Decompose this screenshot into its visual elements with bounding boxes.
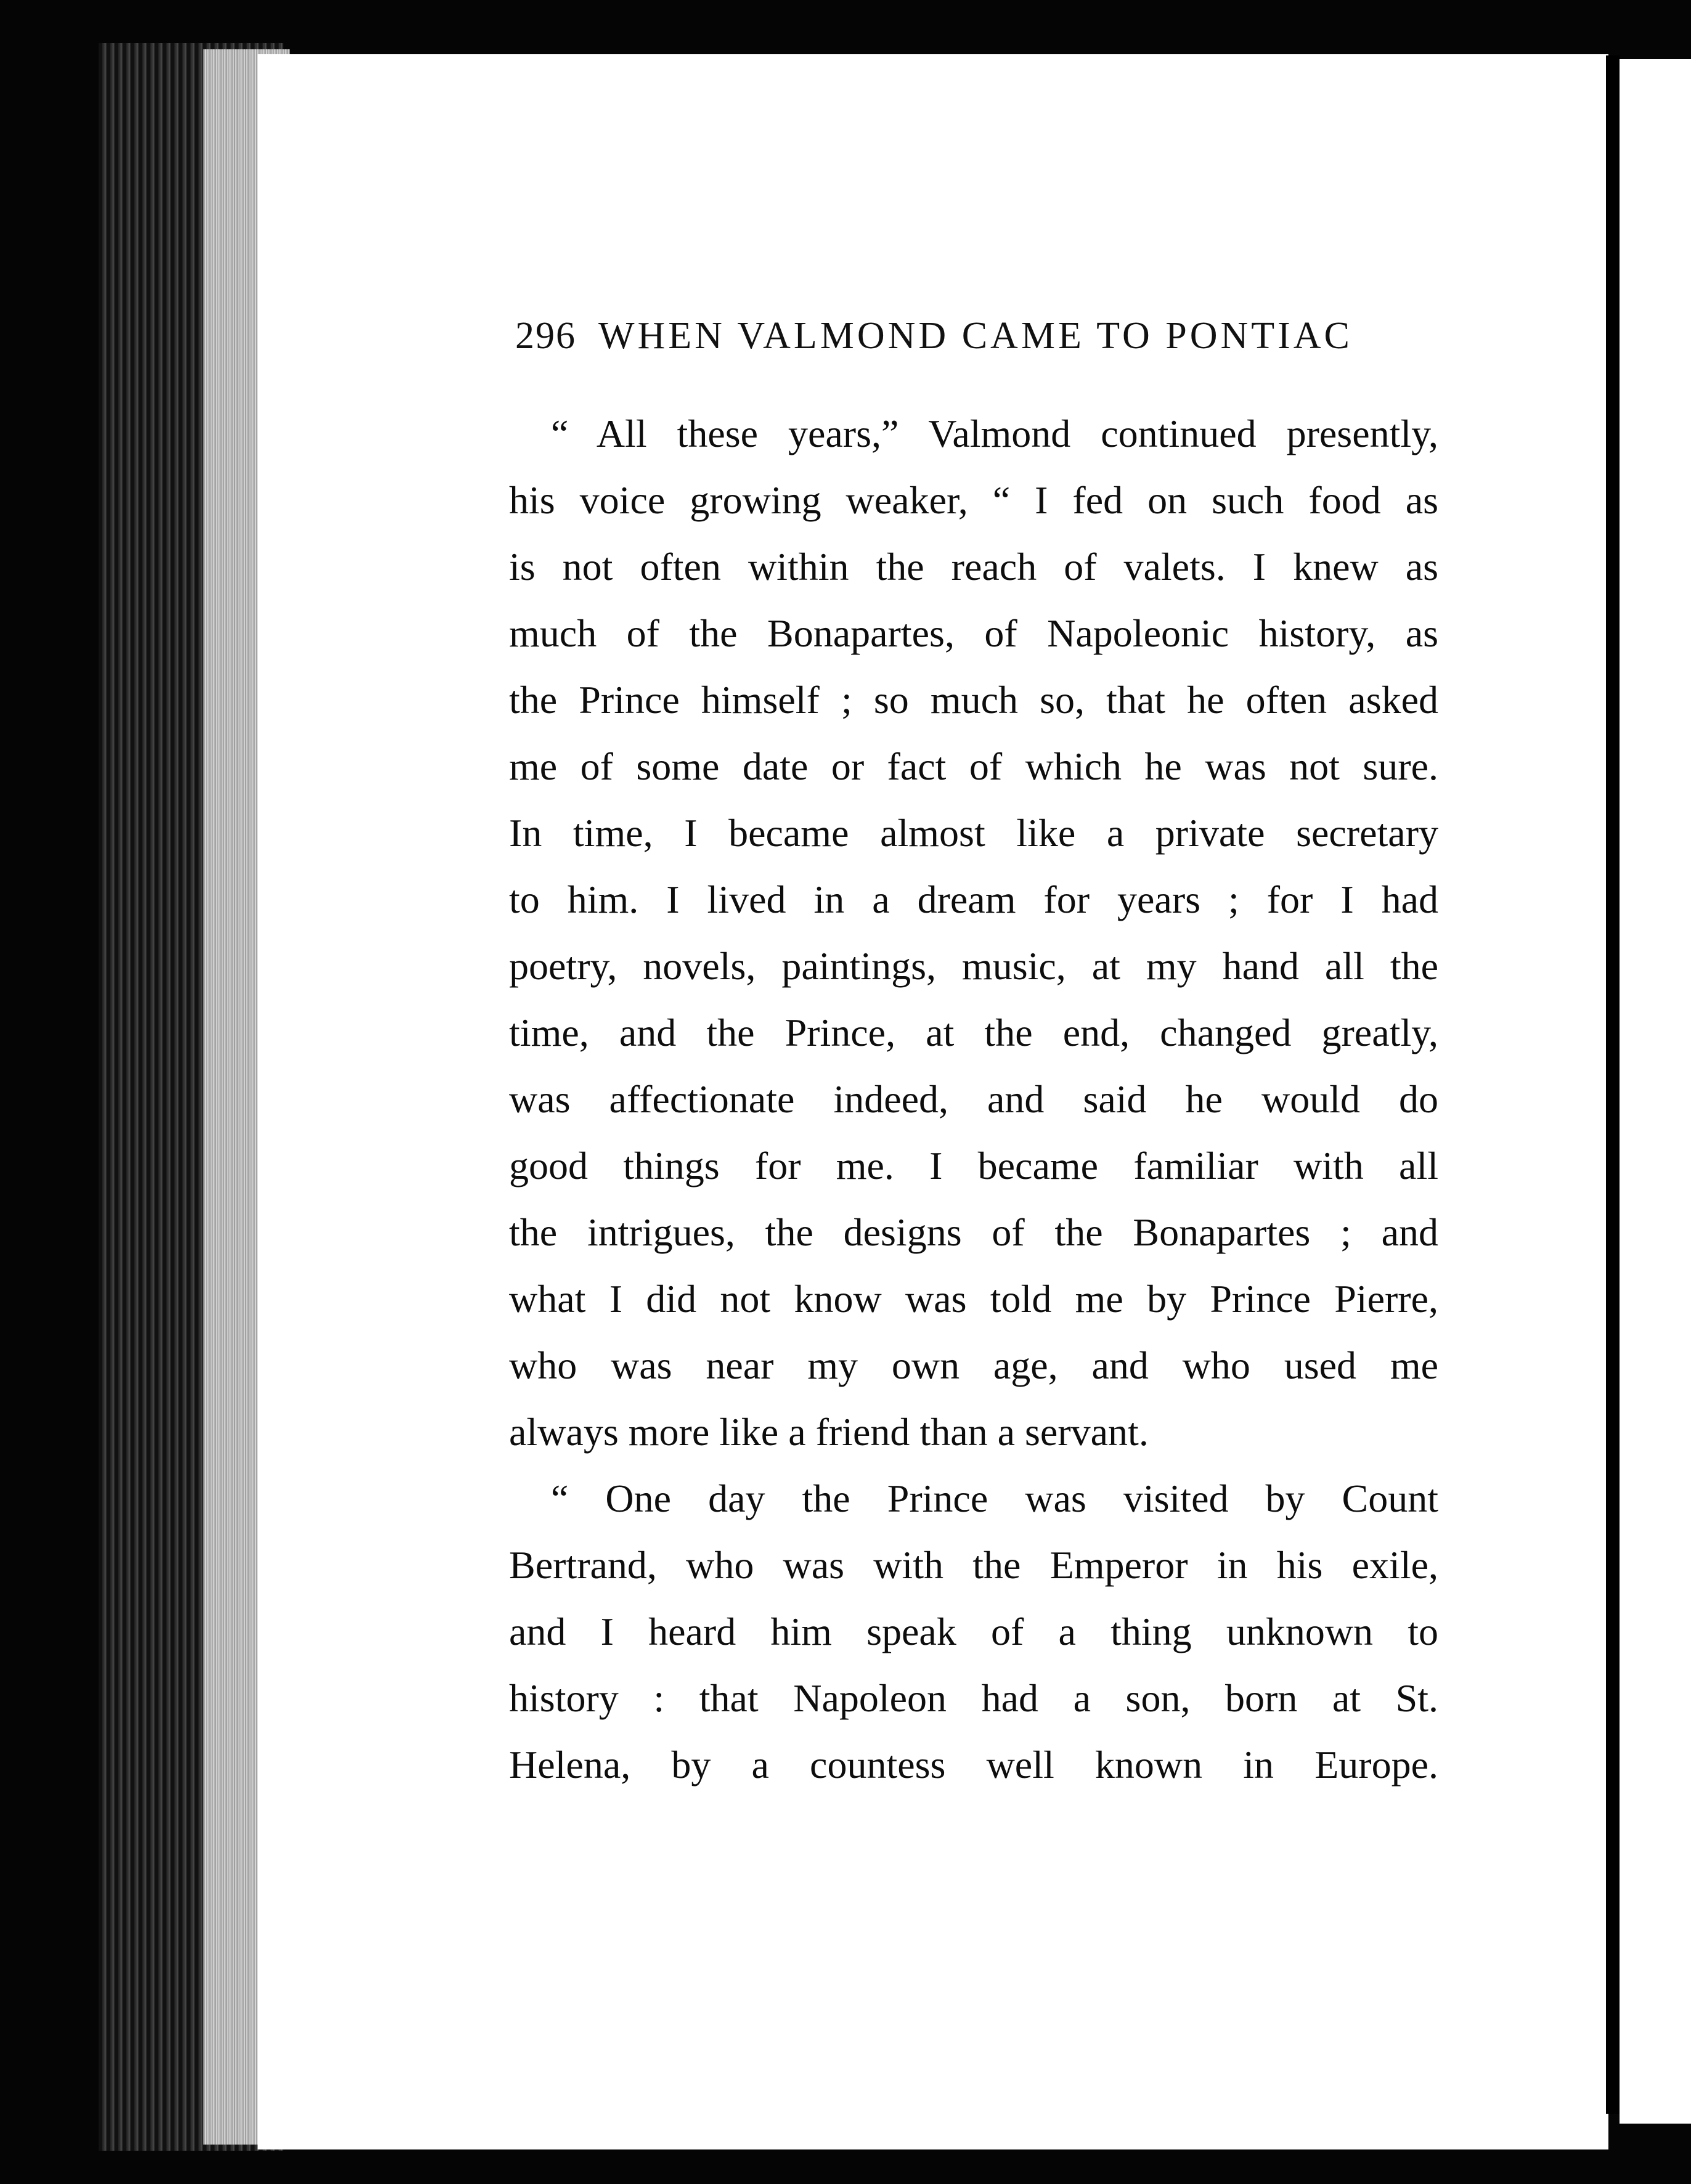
text-line: what I did not know was told me by Prince Pierre, bbox=[509, 1277, 1438, 1321]
text-line: much of the Bonapartes, of Napoleonic history, as bbox=[509, 611, 1438, 655]
text-line: to him. I lived in a dream for years ; for I had bbox=[509, 878, 1438, 921]
text-line: was affectionate indeed, and said he would do bbox=[509, 1077, 1438, 1121]
text-line: “ All these years,” Valmond continued presently, bbox=[551, 412, 1438, 455]
text-line: poetry, novels, paintings, music, at my hand all the bbox=[509, 944, 1438, 988]
page-header bbox=[515, 314, 1415, 370]
text-line: the Prince himself ; so much so, that he often asked bbox=[509, 678, 1438, 722]
text-line: good things for me. I became familiar with all bbox=[509, 1144, 1438, 1188]
text-line: “ One day the Prince was visited by Count bbox=[551, 1477, 1438, 1520]
text-line: and I heard him speak of a thing unknown to bbox=[509, 1610, 1438, 1653]
text-line: always more like a friend than a servant. bbox=[509, 1410, 1149, 1454]
text-line: the intrigues, the designs of the Bonapartes ; and bbox=[509, 1210, 1438, 1254]
text-line: Bertrand, who was with the Emperor in his exile, bbox=[509, 1543, 1438, 1587]
text-line: history : that Napoleon had a son, born at St. bbox=[509, 1676, 1438, 1720]
text-line: who was near my own age, and who used me bbox=[509, 1343, 1438, 1387]
text-line: time, and the Prince, at the end, changed greatly, bbox=[509, 1011, 1438, 1054]
paragraph bbox=[509, 1465, 1438, 1798]
body-text bbox=[509, 401, 1438, 1798]
page-number: 296 bbox=[515, 315, 576, 357]
running-head: WHEN VALMOND CAME TO PONTIAC bbox=[598, 315, 1353, 357]
text-line: In time, I became almost like a private secretary bbox=[509, 811, 1438, 855]
paragraph bbox=[509, 401, 1438, 1465]
next-page-edge bbox=[1620, 59, 1691, 2124]
page-gutter bbox=[1606, 55, 1620, 2114]
text-line: is not often within the reach of valets. I knew as bbox=[509, 545, 1438, 589]
text-line: his voice growing weaker, “ I fed on such food as bbox=[509, 478, 1438, 522]
text-line: me of some date or fact of which he was not sure. bbox=[509, 744, 1438, 788]
text-line: Helena, by a countess well known in Europe. bbox=[509, 1743, 1438, 1787]
